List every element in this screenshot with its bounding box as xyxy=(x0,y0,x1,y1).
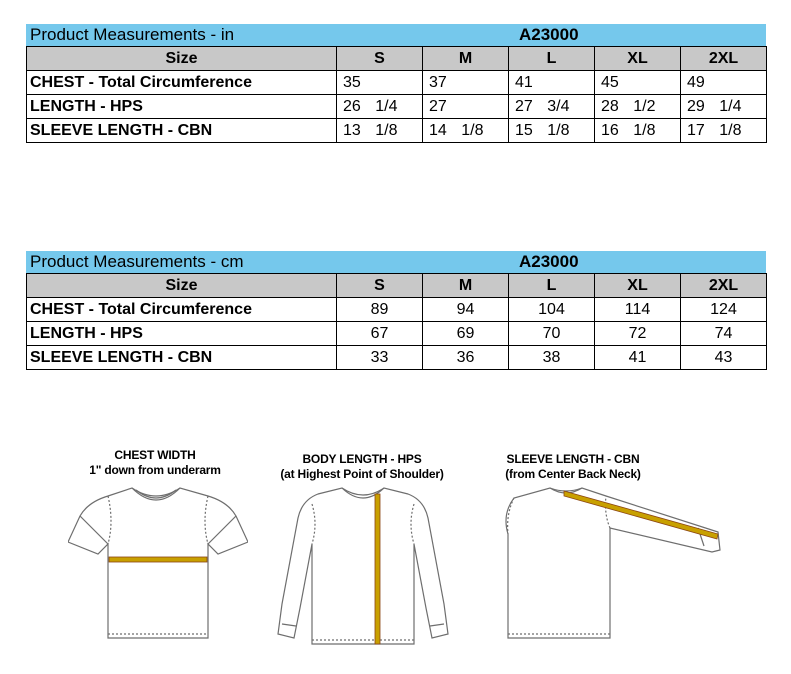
longsleeve-sleeve-length-diagram xyxy=(486,484,726,644)
table-row xyxy=(27,95,767,119)
body-length-caption: BODY LENGTH - HPS (at Highest Point of Shoulder) xyxy=(280,452,444,481)
cell-value: 38 xyxy=(509,346,595,370)
size-2xl: 2XL xyxy=(681,274,767,298)
cell-value: 13 1/8 xyxy=(337,119,423,143)
size-2xl: 2XL xyxy=(681,47,767,71)
cell-value: 74 xyxy=(681,322,767,346)
cell-value: 49 xyxy=(681,71,767,95)
cell-value: 124 xyxy=(681,298,767,322)
row-label: CHEST - Total Circumference xyxy=(27,71,337,95)
longsleeve-body-length-diagram xyxy=(268,484,458,654)
cell-value: 29 1/4 xyxy=(681,95,767,119)
size-header: Size xyxy=(27,47,337,71)
cell-value: 45 xyxy=(595,71,681,95)
cell-value: 41 xyxy=(595,346,681,370)
table-row xyxy=(27,322,767,346)
cell-value: 17 1/8 xyxy=(681,119,767,143)
size-xl: XL xyxy=(595,47,681,71)
sleeve-length-caption: SLEEVE LENGTH - CBN (from Center Back Neck) xyxy=(505,452,641,481)
table-row xyxy=(27,298,767,322)
cell-value: 41 xyxy=(509,71,595,95)
row-label: LENGTH - HPS xyxy=(27,322,337,346)
table-row xyxy=(27,71,767,95)
cell-value: 70 xyxy=(509,322,595,346)
table-title: Product Measurements - in xyxy=(30,25,235,44)
cell-value: 43 xyxy=(681,346,767,370)
table-row xyxy=(27,346,767,370)
chest-width-caption: CHEST WIDTH 1" down from underarm xyxy=(89,448,221,477)
cell-value: 37 xyxy=(423,71,509,95)
size-s: S xyxy=(337,274,423,298)
cell-value: 35 xyxy=(337,71,423,95)
cell-value: 33 xyxy=(337,346,423,370)
size-l: L xyxy=(509,274,595,298)
size-row xyxy=(27,47,767,71)
row-label: SLEEVE LENGTH - CBN xyxy=(27,346,337,370)
cell-value: 36 xyxy=(423,346,509,370)
row-label: SLEEVE LENGTH - CBN xyxy=(27,119,337,143)
cell-value: 104 xyxy=(509,298,595,322)
style-code: A23000 xyxy=(519,252,579,271)
table-header-bar xyxy=(26,251,766,273)
table-title: Product Measurements - cm xyxy=(30,252,244,271)
row-label: LENGTH - HPS xyxy=(27,95,337,119)
size-l: L xyxy=(509,47,595,71)
row-label: CHEST - Total Circumference xyxy=(27,298,337,322)
size-m: M xyxy=(423,47,509,71)
table-row xyxy=(27,119,767,143)
cell-value: 16 1/8 xyxy=(595,119,681,143)
cell-value: 14 1/8 xyxy=(423,119,509,143)
cell-value: 72 xyxy=(595,322,681,346)
measurements-table-cm xyxy=(26,251,766,370)
cell-value: 28 1/2 xyxy=(595,95,681,119)
size-xl: XL xyxy=(595,274,681,298)
cell-value: 69 xyxy=(423,322,509,346)
size-header: Size xyxy=(27,274,337,298)
measurements-table-inches xyxy=(26,24,766,143)
cell-value: 26 1/4 xyxy=(337,95,423,119)
style-code: A23000 xyxy=(519,25,579,44)
size-row xyxy=(27,274,767,298)
size-s: S xyxy=(337,47,423,71)
cell-value: 67 xyxy=(337,322,423,346)
table-header-bar xyxy=(26,24,766,46)
cell-value: 27 3/4 xyxy=(509,95,595,119)
cell-value: 27 xyxy=(423,95,509,119)
size-m: M xyxy=(423,274,509,298)
cell-value: 15 1/8 xyxy=(509,119,595,143)
cell-value: 89 xyxy=(337,298,423,322)
tshirt-chest-diagram xyxy=(68,482,248,644)
cell-value: 94 xyxy=(423,298,509,322)
cell-value: 114 xyxy=(595,298,681,322)
